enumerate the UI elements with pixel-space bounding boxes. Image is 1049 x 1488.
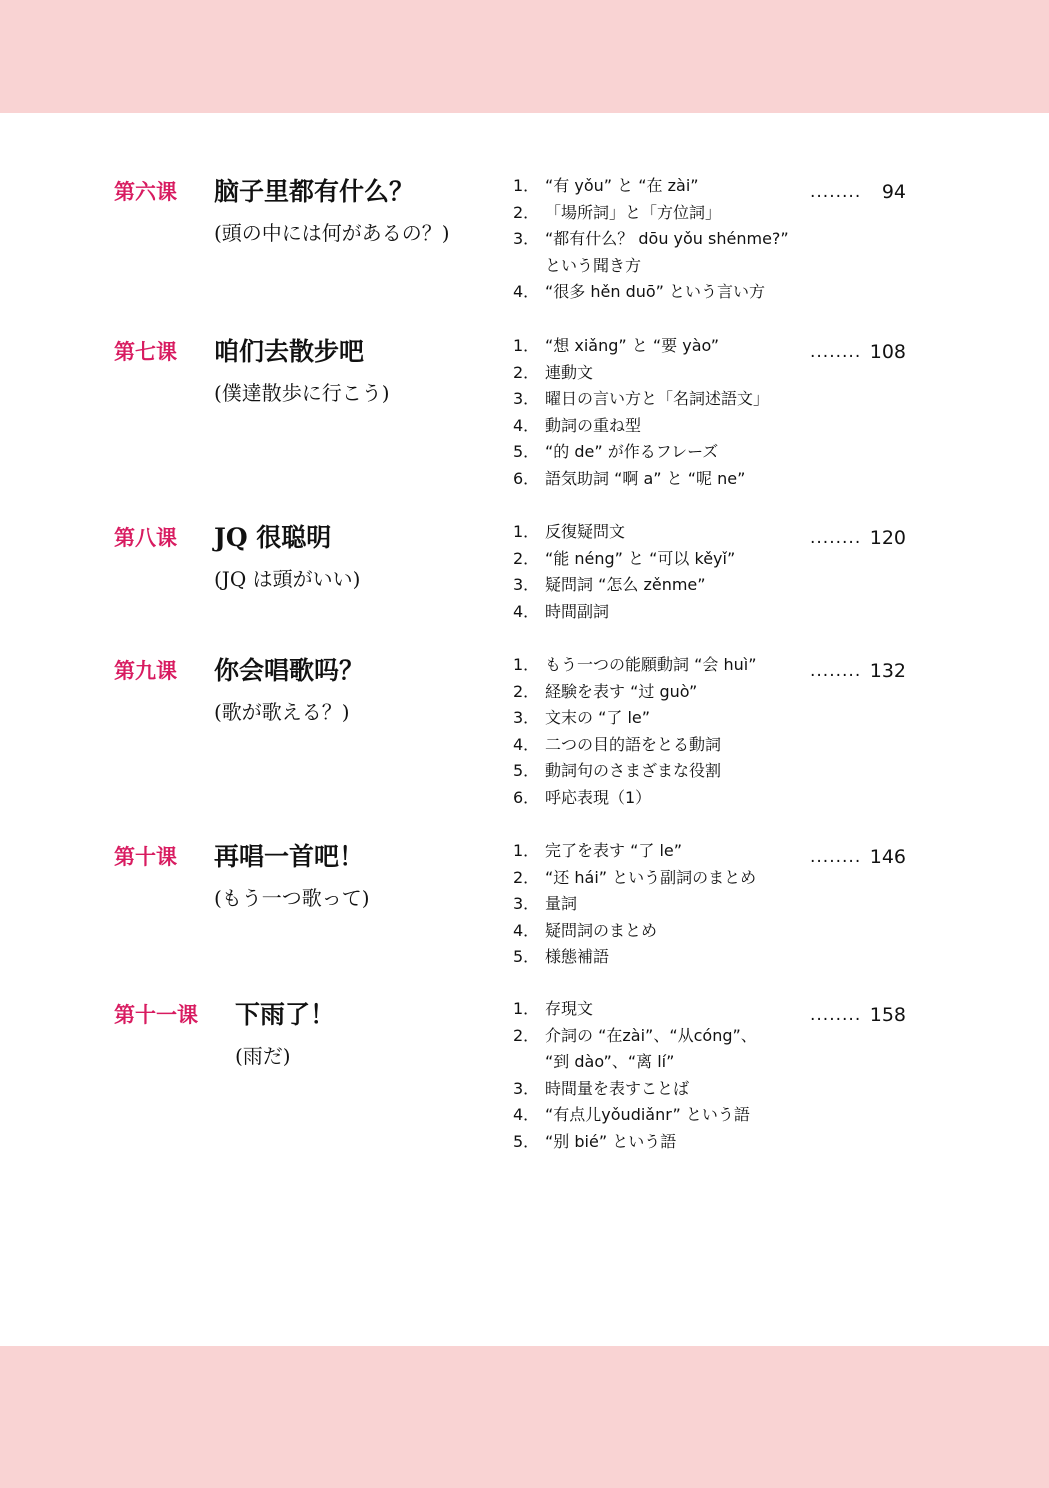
lesson-number: 第六课 (114, 180, 177, 204)
leader-dots: ........ (810, 661, 862, 681)
topic-text: 語気助詞 “啊 a” と “呢 ne” (545, 468, 746, 488)
topic-number: 2． (513, 202, 540, 222)
topic-number: 4． (513, 734, 540, 754)
topic-text: 「場所詞」と「方位詞」 (545, 202, 722, 222)
bottom-decorative-band (0, 1346, 1049, 1488)
topic-item (513, 226, 789, 253)
topic-text: “能 néng” と “可以 kěyǐ” (545, 548, 736, 568)
topic-item (513, 360, 769, 387)
topic-text: もう一つの能願動詞 “会 huì” (545, 655, 757, 674)
topic-number: 6． (513, 468, 540, 488)
topic-number: 4． (513, 601, 540, 621)
topic-item (513, 679, 756, 706)
page-number: 108 (869, 341, 906, 363)
topic-list (513, 173, 789, 306)
topic-item (513, 1102, 757, 1129)
topic-text: 疑問詞 “怎么 zěnme” (545, 575, 706, 594)
topic-item (513, 546, 735, 573)
topic-number: 2． (513, 548, 540, 568)
topic-text: 存現文 (545, 999, 594, 1018)
topic-item (513, 200, 789, 227)
topic-number: 3． (513, 708, 540, 727)
topic-text: 経験を表す “过 guò” (545, 681, 698, 701)
topic-item (513, 599, 735, 626)
topic-number: 1． (513, 841, 540, 860)
topic-item-continued: “到 dào”、“离 lí” (545, 1052, 675, 1071)
topic-text: 完了を表す “了 le” (545, 841, 683, 860)
lesson-number: 第八课 (114, 526, 177, 550)
topic-item (513, 439, 769, 466)
topic-item (513, 865, 756, 892)
topic-text: “很多 hěn duō” という言い方 (545, 282, 766, 301)
topic-text: 反復疑問文 (545, 522, 626, 541)
topic-item (513, 572, 735, 599)
lesson-subtitle: (僕達散歩に行こう) (214, 381, 390, 405)
lesson-subtitle: (もう一つ歌って) (214, 886, 370, 910)
topic-text: “都有什么？ dōu yǒu shénme?” (545, 229, 789, 248)
topic-item (513, 705, 756, 732)
topic-text: “还 hái” という副詞のまとめ (545, 867, 757, 887)
topic-text: 時間副詞 (545, 601, 610, 621)
leader-dots: ........ (810, 342, 862, 362)
topic-item (513, 519, 735, 546)
topic-text: “的 de” が作るフレーズ (545, 442, 719, 461)
lesson-number: 第七课 (114, 340, 177, 364)
topic-text: 様態補語 (545, 947, 610, 966)
topic-list (513, 996, 757, 1155)
topic-text: “有点儿yǒudiǎnr” という語 (545, 1105, 750, 1124)
topic-number: 5． (513, 442, 540, 461)
topic-list (513, 838, 756, 971)
topic-item (513, 732, 756, 759)
topic-item (513, 891, 756, 918)
topic-item (513, 1023, 757, 1050)
topic-number: 1． (513, 336, 540, 355)
topic-item (513, 386, 769, 413)
page-number: 146 (869, 846, 906, 868)
topic-number: 2． (513, 681, 540, 701)
topic-text: 動詞の重ね型 (545, 415, 642, 435)
lesson-number: 第十一课 (114, 1003, 198, 1027)
lesson-subtitle: (JQ は頭がいい) (214, 567, 361, 591)
page-number: 120 (869, 527, 906, 549)
topic-number: 2． (513, 1025, 540, 1045)
topic-item (513, 1129, 757, 1156)
leader-dots: ........ (810, 1005, 862, 1025)
topic-text: “别 bié” という語 (545, 1131, 677, 1151)
topic-item (513, 173, 789, 200)
lesson-number: 第九课 (114, 659, 177, 683)
topic-number: 4． (513, 920, 540, 940)
topic-item (513, 838, 756, 865)
topic-number: 3． (513, 1078, 540, 1098)
topic-number: 1． (513, 522, 540, 541)
topic-number: 5． (513, 761, 540, 780)
topic-number: 3． (513, 894, 540, 913)
topic-number: 4． (513, 415, 540, 435)
lesson-number: 第十课 (114, 845, 177, 869)
topic-text: 二つの目的語をとる動詞 (545, 734, 722, 754)
topic-number: 5． (513, 947, 540, 966)
top-decorative-band (0, 0, 1049, 113)
page-number: 158 (869, 1004, 906, 1026)
topic-item (513, 758, 756, 785)
topic-number: 4． (513, 282, 540, 301)
topic-text: 時間量を表すことば (545, 1078, 690, 1098)
topic-item (513, 1076, 757, 1103)
lesson-subtitle: (雨だ) (235, 1044, 291, 1068)
topic-number: 3． (513, 229, 540, 248)
topic-item (513, 333, 769, 360)
lesson-title: JQ 很聪明 (214, 523, 332, 552)
topic-text: 介詞の “在zài”、“从cóng”、 (545, 1025, 757, 1045)
lesson-title: 再唱一首吧！ (214, 842, 365, 871)
topic-list (513, 652, 756, 811)
topic-text: 曜日の言い方と「名詞述語文」 (545, 389, 770, 408)
topic-item (513, 413, 769, 440)
topic-text: 量詞 (545, 894, 578, 913)
topic-text: 連動文 (545, 362, 594, 382)
topic-number: 1． (513, 999, 540, 1018)
topic-item (513, 652, 756, 679)
topic-number: 3． (513, 389, 540, 408)
topic-item (513, 944, 756, 971)
topic-item-continued: という聞き方 (545, 255, 642, 275)
topic-item (513, 918, 756, 945)
topic-item (513, 996, 757, 1023)
lesson-title: 咱们去散步吧 (214, 337, 365, 366)
topic-number: 2． (513, 362, 540, 382)
topic-number: 4． (513, 1105, 540, 1124)
leader-dots: ........ (810, 182, 862, 202)
topic-number: 3． (513, 575, 540, 594)
page-number: 94 (881, 181, 906, 203)
topic-number: 2． (513, 867, 540, 887)
topic-text: “想 xiǎng” と “要 yào” (545, 336, 720, 355)
topic-list (513, 519, 735, 625)
topic-text: 疑問詞のまとめ (545, 920, 658, 940)
topic-item (513, 466, 769, 493)
topic-number: 1． (513, 655, 540, 674)
lesson-title: 下雨了！ (235, 1000, 336, 1029)
topic-item (513, 279, 789, 306)
leader-dots: ........ (810, 847, 862, 867)
leader-dots: ........ (810, 528, 862, 548)
lesson-subtitle: (歌が歌える？) (214, 700, 350, 724)
topic-text: 動詞句のさまざまな役割 (545, 761, 722, 780)
topic-text: 呼応表現（1） (545, 787, 652, 807)
topic-list (513, 333, 769, 492)
lesson-title: 你会唱歌吗？ (214, 656, 365, 685)
topic-number: 6． (513, 787, 540, 807)
topic-item (513, 785, 756, 812)
topic-number: 5． (513, 1131, 540, 1151)
topic-text: “有 yǒu” と “在 zài” (545, 176, 699, 195)
page-number: 132 (869, 660, 906, 682)
lesson-title: 脑子里都有什么？ (214, 177, 415, 206)
topic-text: 文末の “了 le” (545, 708, 651, 727)
lesson-subtitle: (頭の中には何があるの？) (214, 221, 450, 245)
topic-number: 1． (513, 176, 540, 195)
